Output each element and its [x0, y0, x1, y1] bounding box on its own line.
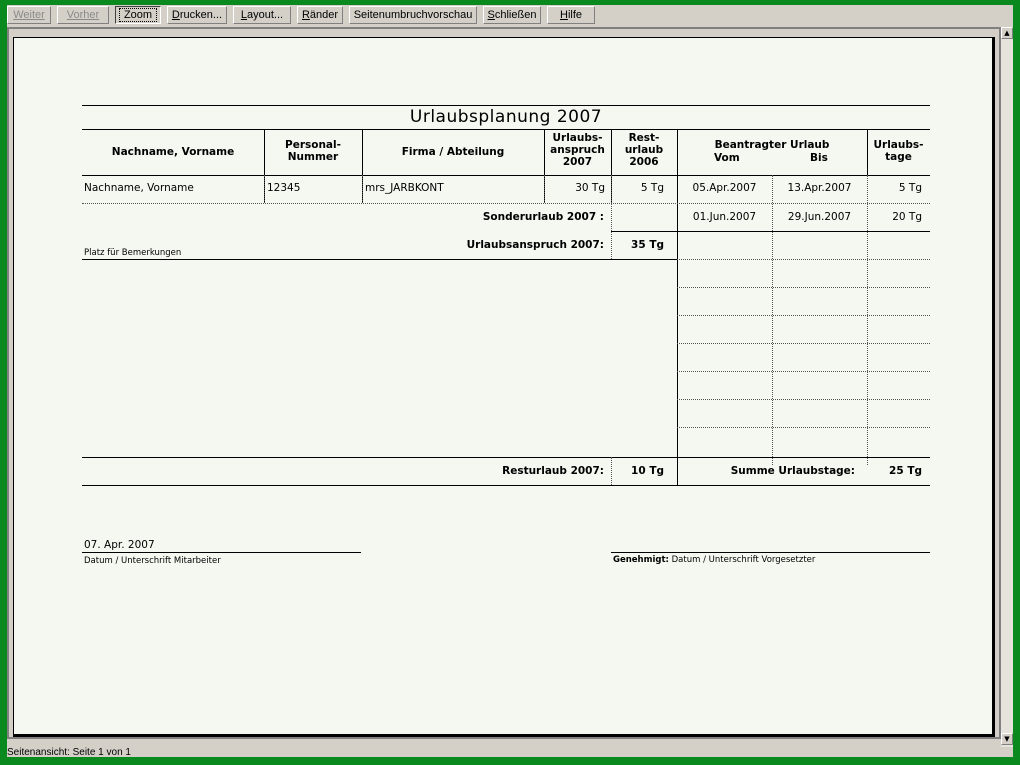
status-bar [7, 747, 1013, 757]
empty-row-rule [677, 371, 930, 372]
empty-row-rule [677, 343, 930, 344]
footer-bottom-rule [82, 485, 930, 486]
header-anspruch-line3: 2007 [562, 156, 593, 168]
header-bis: Bis [810, 152, 828, 164]
header-tage [867, 139, 930, 163]
footer-top-rule [82, 457, 930, 458]
col-sep-dotted [362, 175, 363, 203]
header-personal-line2: Nummer [287, 151, 339, 163]
header-personal [264, 139, 362, 163]
empty-row-rule [677, 399, 930, 400]
row1-vom: 05.Apr.2007 [692, 182, 757, 194]
urlaubsanspruch-label: Urlaubsanspruch 2007: [466, 239, 604, 251]
summe-label: Summe Urlaubstage: [730, 465, 855, 477]
row1-name: Nachname, Vorname [84, 182, 194, 194]
approver-signature-caption-row [613, 555, 815, 565]
row2-vom: 01.Jun.2007 [692, 211, 757, 223]
row1-anspruch: 30 Tg [575, 182, 605, 194]
sonderurlaub-label: Sonderurlaub 2007 : [482, 211, 604, 223]
header-anspruch [544, 132, 611, 168]
previous-button[interactable]: Vorher [57, 6, 109, 24]
header-personal-line1: Personal- [285, 139, 341, 151]
header-rest-line3: 2006 [629, 156, 659, 168]
status-text: Seitenansicht: Seite 1 von 1 [7, 747, 131, 757]
row1-firma: mrs_JARBKONT [365, 182, 444, 194]
header-bottom-rule [82, 175, 930, 176]
urlaubsanspruch-value: 35 Tg [631, 239, 664, 251]
empty-row-rule [677, 427, 930, 428]
empty-row-rule [677, 287, 930, 288]
print-button[interactable]: Drucken... [167, 6, 227, 24]
header-vom: Vom [714, 152, 740, 164]
resturlaub-label: Resturlaub 2007: [502, 465, 604, 477]
header-firma: Firma / Abteilung [401, 146, 505, 158]
header-anspruch-line2: anspruch [550, 144, 605, 156]
remarks-label: Platz für Bemerkungen [84, 248, 182, 258]
approved-label: Genehmigt: [613, 555, 669, 565]
approver-signature-line [611, 552, 930, 553]
approver-signature-caption: Datum / Unterschrift Vorgesetzter [671, 555, 816, 565]
layout-button[interactable]: Layout... [233, 6, 291, 24]
signature-date: 07. Apr. 2007 [84, 539, 155, 551]
preview-area [7, 27, 1001, 739]
margins-button[interactable]: Ränder [297, 6, 343, 24]
zoom-label: Zoom [119, 8, 157, 22]
row1-rest: 5 Tg [640, 182, 664, 194]
empty-row-rule [677, 259, 930, 260]
remarks-rule [82, 259, 677, 260]
title-top-rule [82, 105, 930, 106]
col-sep [677, 129, 678, 465]
header-tage-line1: Urlaubs- [873, 139, 924, 151]
scroll-down-arrow-icon[interactable]: ▼ [1001, 733, 1013, 745]
zoom-button[interactable] [115, 6, 161, 24]
row1-bis: 13.Apr.2007 [787, 182, 852, 194]
next-button[interactable]: Weiter [7, 6, 51, 24]
row1-tage: 5 Tg [898, 182, 922, 194]
row1-rule [82, 203, 930, 204]
employee-signature-line [82, 552, 361, 553]
header-anspruch-line1: Urlaubs- [552, 132, 603, 144]
header-top-rule [82, 129, 930, 130]
summe-value: 25 Tg [889, 465, 922, 477]
page-break-preview-button[interactable]: Seitenumbruchvorschau [349, 6, 477, 24]
header-name: Nachname, Vorname [111, 146, 235, 158]
vertical-scrollbar[interactable] [1001, 27, 1013, 747]
header-tage-line2: tage [885, 151, 912, 163]
row2-tage: 20 Tg [892, 211, 922, 223]
header-beantragt: Beantragter Urlaub [714, 139, 830, 151]
toolbar [7, 5, 1013, 27]
help-button[interactable]: Hilfe [547, 6, 595, 24]
header-rest-line1: Rest- [628, 132, 660, 144]
col-sep-dotted [264, 175, 265, 203]
form-title: Urlaubsplanung 2007 [409, 107, 603, 127]
header-rest [611, 132, 677, 168]
header-rest-line2: urlaub [624, 144, 664, 156]
scroll-up-arrow-icon[interactable]: ▲ [1001, 27, 1013, 39]
print-page [13, 37, 995, 737]
employee-signature-caption: Datum / Unterschrift Mitarbeiter [84, 556, 221, 566]
col-sep-dotted [544, 175, 545, 203]
row1-nummer: 12345 [267, 182, 301, 194]
close-button[interactable]: Schließen [483, 6, 541, 24]
print-preview-window [7, 5, 1013, 757]
resturlaub-value: 10 Tg [631, 465, 664, 477]
row2-rule [611, 231, 930, 232]
preview-background [9, 29, 999, 737]
empty-row-rule [677, 315, 930, 316]
row2-bis: 29.Jun.2007 [787, 211, 852, 223]
